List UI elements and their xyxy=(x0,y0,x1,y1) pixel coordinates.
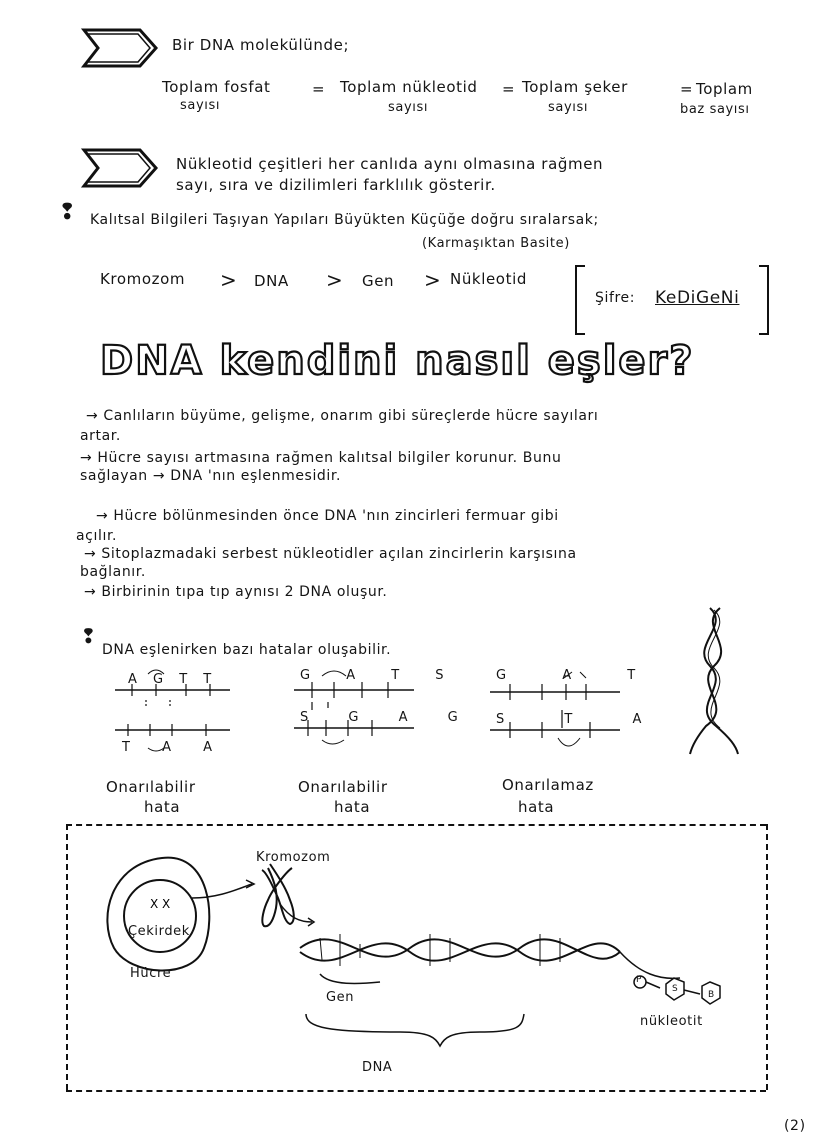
eq-phosphate-sub: sayısı xyxy=(180,98,221,113)
diagram1-top: A G T T xyxy=(128,672,218,687)
svg-text:X X: X X xyxy=(150,897,171,911)
arrow-shape-icon xyxy=(82,26,162,70)
diagram1-label2: hata xyxy=(144,798,181,816)
label-nukleotit: nükleotit xyxy=(640,1014,703,1029)
eq-sugar-sub: sayısı xyxy=(548,100,589,115)
dna-helix-sketch xyxy=(680,606,750,756)
eq-nucleotide-sub: sayısı xyxy=(388,100,429,115)
eq-base-sub: baz sayısı xyxy=(680,102,750,117)
hierarchy-item-dna: DNA xyxy=(254,272,289,290)
diagram1-bottom: T A A xyxy=(122,740,226,755)
eq-nucleotide: Toplam nükleotid xyxy=(340,78,478,96)
diagram2-label2: hata xyxy=(334,798,371,816)
mnemonic-text: KeDiGeNi xyxy=(655,288,740,308)
bullet-1-line2: artar. xyxy=(80,428,121,444)
cell-diagram xyxy=(100,848,760,1088)
hierarchy-sep-3: > xyxy=(424,268,442,292)
bullet-3-line1: → Hücre bölünmesinden önce DNA 'nın zincirleri fermuar gibi xyxy=(96,508,559,524)
bullet-2-line1: → Hücre sayısı artmasına rağmen kalıtsal bilgiler korunur. Bunu xyxy=(80,450,562,466)
hierarchy-item-gen: Gen xyxy=(362,272,395,290)
bullet-3-line2: açılır. xyxy=(76,528,118,544)
page-number: (2) xyxy=(784,1118,806,1134)
eq-sugar: Toplam şeker xyxy=(522,78,628,96)
label-s: S xyxy=(672,984,679,994)
label-gen: Gen xyxy=(326,990,355,1005)
bullet-1-line1: → Canlıların büyüme, gelişme, onarım gibi süreçlerde hücre sayıları xyxy=(86,408,599,424)
label-hucre: Hücre xyxy=(130,966,172,981)
exclamation-icon: ❢ xyxy=(58,200,78,225)
eq-sign-1: = xyxy=(312,80,326,98)
bullet-5-line1: → Birbirinin tıpa tıp aynısı 2 DNA oluşur. xyxy=(84,584,388,600)
label-p: P xyxy=(636,975,643,985)
section1-heading: Bir DNA molekülünde; xyxy=(172,36,350,54)
label-kromozom: Kromozom xyxy=(256,850,331,865)
eq-sign-2: = xyxy=(502,80,516,98)
bullet-4-line2: bağlanır. xyxy=(80,564,146,580)
frame-right xyxy=(766,824,768,1090)
diagram2-label1: Onarılabilir xyxy=(298,778,388,796)
section2-line2: sayı, sıra ve dizilimleri farklılık gösterir. xyxy=(176,176,496,194)
frame-bottom xyxy=(66,1090,766,1092)
bullet-2-line2: sağlayan → DNA 'nın eşlenmesidir. xyxy=(80,468,342,484)
hierarchy-item-nukleotid: Nükleotid xyxy=(450,270,527,288)
diagram3-bottom: S T A xyxy=(496,712,670,727)
section2-line1: Nükleotid çeşitleri her canlıda aynı olmasına rağmen xyxy=(176,155,604,173)
label-cekirdek: Çekirdek xyxy=(128,924,190,939)
hierarchy-line1: Kalıtsal Bilgileri Taşıyan Yapıları Büyükten Küçüğe doğru sıralarsak; xyxy=(90,212,599,228)
hierarchy-sep-2: > xyxy=(326,268,344,292)
eq-phosphate: Toplam fosfat xyxy=(162,78,271,96)
exclamation-icon: ❢ xyxy=(80,624,98,648)
bullet-4-line1: → Sitoplazmadaki serbest nükleotidler açılan zincirlerin karşısına xyxy=(84,546,577,562)
diagram3-label1: Onarılamaz xyxy=(502,776,594,794)
diagram3-label2: hata xyxy=(518,798,555,816)
frame-left xyxy=(66,824,68,1090)
label-dna: DNA xyxy=(362,1060,393,1075)
diagram3-top: G A T xyxy=(496,668,662,683)
hierarchy-line2: (Karmaşıktan Basite) xyxy=(422,236,570,251)
diagram2-bottom: S G A G xyxy=(300,710,476,725)
label-b: B xyxy=(708,990,715,1000)
diagram2-top: G A T S xyxy=(300,668,460,683)
page-title: DNA kendini nasıl eşler? xyxy=(100,338,695,384)
hierarchy-sep-1: > xyxy=(220,268,238,292)
eq-sign-3: = xyxy=(680,80,694,98)
frame-top xyxy=(66,824,766,826)
hierarchy-item-kromozom: Kromozom xyxy=(100,270,186,288)
eq-base: Toplam xyxy=(696,80,753,98)
mnemonic-label: Şifre: xyxy=(595,290,636,306)
diagram1-label1: Onarılabilir xyxy=(106,778,196,796)
arrow-shape-icon xyxy=(82,146,162,190)
errors-intro: DNA eşlenirken bazı hatalar oluşabilir. xyxy=(102,642,392,658)
